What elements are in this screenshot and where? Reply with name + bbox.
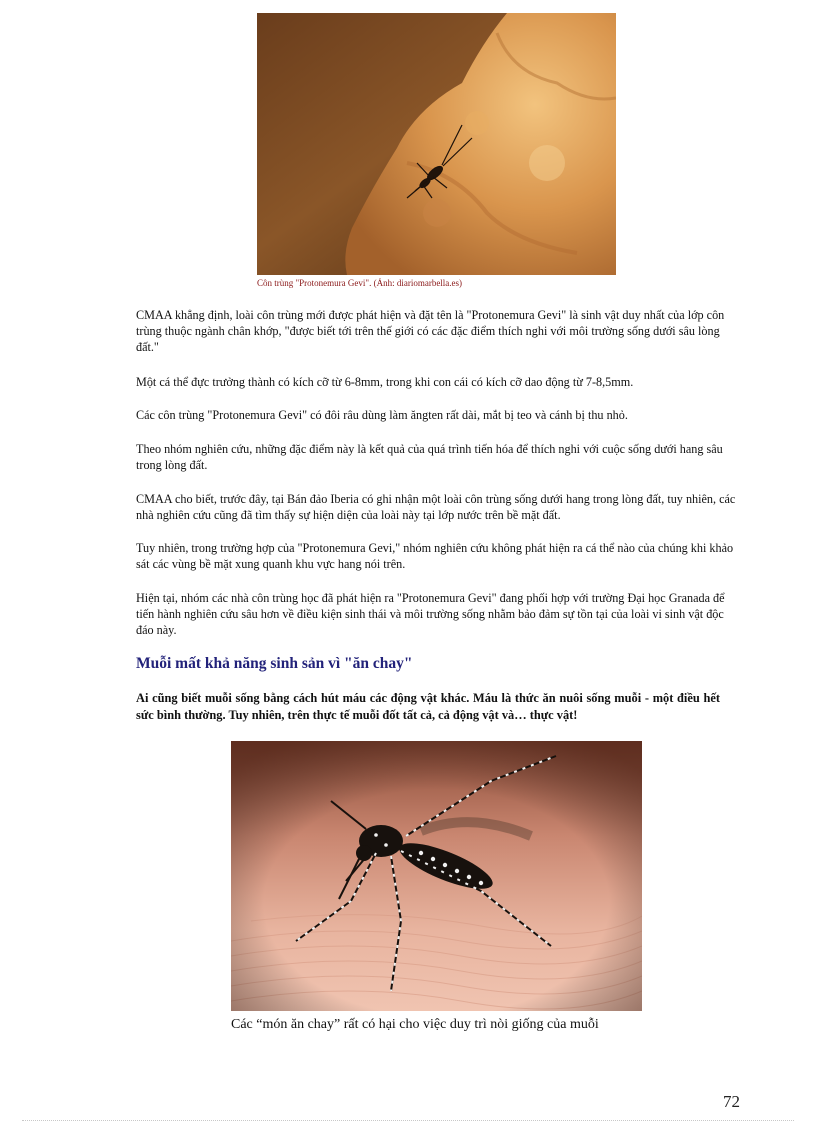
body-paragraph: CMAA khẳng định, loài côn trùng mới được phát hiện và đặt tên là "Protonemura Gevi" là sinh vật duy nhất của lớp côn trùng thuộc ngành chân khớp, "được biết tới trên thế giới có các đặc điểm thích nghi với môi trường sống dưới sâu lòng đất."	[136, 308, 725, 354]
page-bottom-rule	[22, 1120, 794, 1121]
lead-paragraph: Ai cũng biết muỗi sống bằng cách hút máu các động vật khác. Máu là thức ăn nuôi sống muỗi - một điều hết sức bình thường. Tuy nhiên, trên thực tế muỗi đốt tất cả, cả động vật và… thực vật!	[136, 691, 720, 722]
insect-on-rock-photo	[257, 13, 616, 275]
page-number: 72	[723, 1092, 740, 1111]
mosquito-on-skin-photo	[231, 741, 642, 1011]
figure2-caption: Các “món ăn chay” rất có hại cho việc duy trì nòi giống của muỗi	[231, 1017, 599, 1032]
body-paragraph: Các côn trùng "Protonemura Gevi" có đôi râu dùng làm ăngten rất dài, mắt bị teo và cánh bị thu nhỏ.	[136, 408, 628, 422]
body-paragraph: Theo nhóm nghiên cứu, những đặc điểm này là kết quả của quá trình tiến hóa để thích nghi với cuộc sống dưới hang sâu trong lòng đất.	[136, 442, 723, 472]
figure1-caption: Côn trùng "Protonemura Gevi". (Ảnh: diariomarbella.es)	[257, 278, 463, 288]
body-paragraph: Tuy nhiên, trong trường hợp của "Protonemura Gevi," nhóm nghiên cứu không phát hiện ra cá thể nào của chúng khi khảo sát các vùng bề mặt xung quanh khu vực hang nói trên.	[136, 541, 734, 571]
body-paragraph: Hiện tại, nhóm các nhà côn trùng học đã phát hiện ra "Protonemura Gevi" đang phối hợp với trường Đại học Granada để tiến hành nghiên cứu sâu hơn về điều kiện sinh thái và môi trường sống nhằm bảo đảm sự tồn tại của loài vi sinh vật độc đáo này.	[136, 591, 725, 637]
body-paragraph: CMAA cho biết, trước đây, tại Bán đảo Iberia có ghi nhận một loài côn trùng sống dưới hang trong lòng đất, tuy nhiên, các nhà nghiên cứu cũng đã tìm thấy sự hiện diện của loài này tại lớp nước trên bề mặt đất.	[136, 492, 736, 522]
section-heading: Muỗi mất khả năng sinh sản vì "ăn chay"	[136, 655, 413, 672]
body-paragraph: Một cá thể đực trưởng thành có kích cỡ từ 6-8mm, trong khi con cái có kích cỡ dao động từ 7-8,5mm.	[136, 375, 634, 389]
